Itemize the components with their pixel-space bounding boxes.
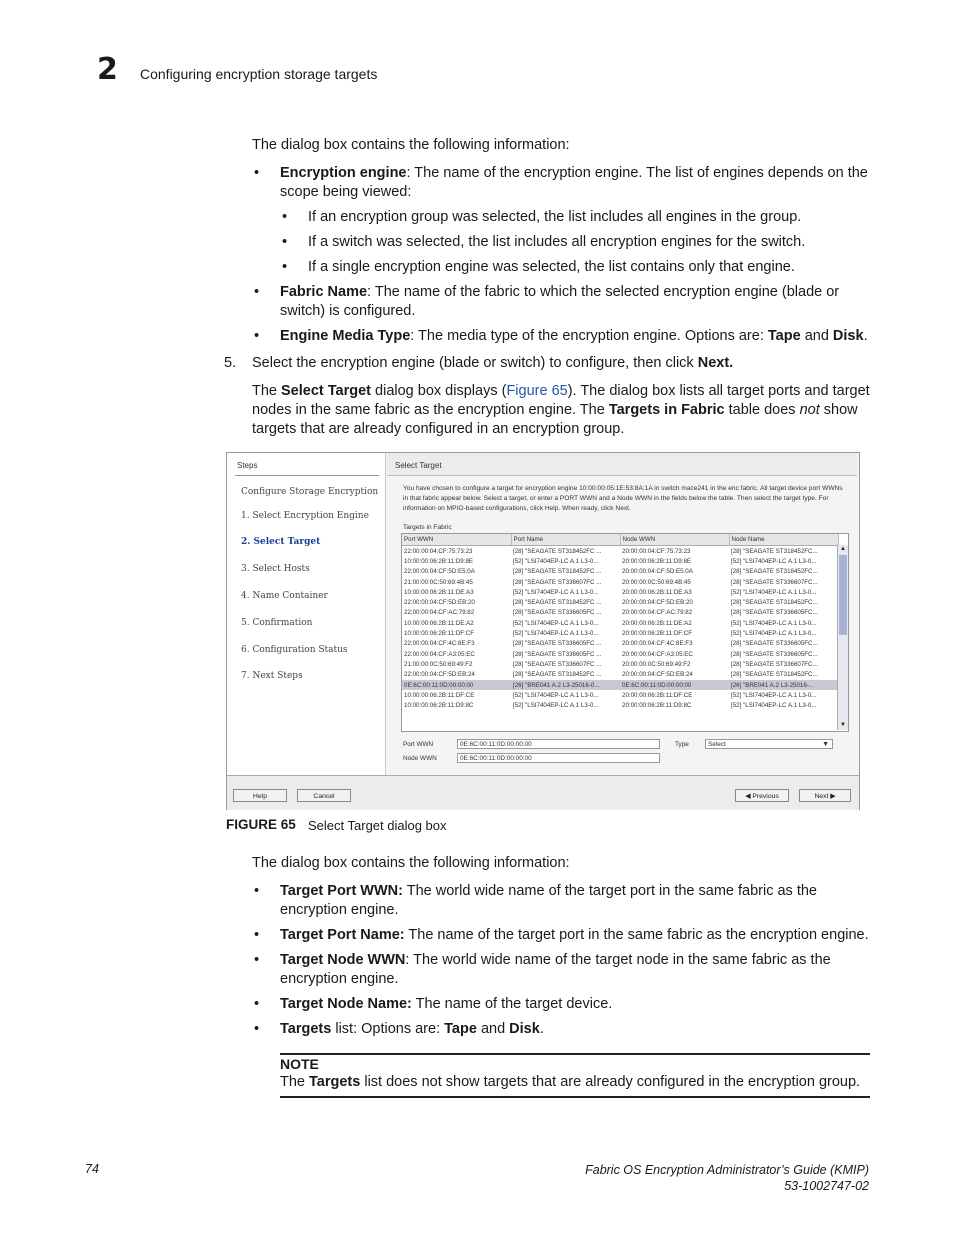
table-cell: 10:00:00:06:2B:11:DE:A2	[404, 619, 474, 627]
sub-bullet-group	[282, 208, 878, 227]
desc: The name of the target device.	[411, 996, 613, 1012]
table-cell: 21:00:00:0C:50:69:4B:45	[404, 578, 473, 586]
table-cell: [28] "SEAGATE ST318452FC ...	[513, 547, 602, 555]
emphasis: not	[799, 402, 820, 418]
table-cell: [52] "LSI7404EP-LC A.1 L3-0...	[513, 630, 599, 638]
table-cell: 22:00:00:04:CF:5D:E5:0A	[404, 568, 475, 576]
divider	[235, 475, 379, 476]
bullet-dot: •	[282, 209, 288, 225]
text: The	[252, 383, 282, 399]
table-cell: [52] "LSI7404EP-LC A.1 L3-0...	[513, 619, 599, 627]
table-cell: 20:00:00:04:CF:5D:EB:24	[622, 671, 693, 679]
table-cell: [26] "BRE041 A.2 L3-25016-...	[729, 680, 838, 690]
bullet-dot: •	[254, 284, 260, 300]
text: table does	[724, 402, 800, 418]
term: Target Node Name:	[280, 996, 412, 1012]
table-label: Targets in Fabric	[403, 524, 452, 531]
table-cell: 20:00:00:06:2B:11:DF:CF	[622, 630, 693, 638]
help-button[interactable]: Help	[233, 789, 287, 802]
next-button[interactable]	[799, 789, 851, 802]
table-row[interactable]	[402, 597, 838, 607]
table-row[interactable]	[402, 556, 838, 566]
vertical-scrollbar[interactable]	[837, 545, 848, 730]
table-row[interactable]	[402, 690, 838, 700]
table-row[interactable]	[402, 587, 838, 597]
table-cell: [28] "SEAGATE ST336605FC ...	[513, 609, 602, 617]
step-number: 5.	[224, 355, 237, 371]
table-cell: [28] "SEAGATE ST336607FC ...	[513, 660, 602, 668]
step-item: 3. Select Hosts	[241, 564, 310, 574]
port-wwn-label: Port WWN	[403, 741, 434, 748]
previous-label: Previous	[752, 793, 779, 800]
table-cell: 20:00:00:06:2B:11:D9:8E	[622, 557, 692, 565]
option-disk: Disk	[832, 328, 864, 344]
note-title: NOTE	[280, 1056, 319, 1072]
table-cell: 10:00:00:06:2B:11:DE:A3	[404, 588, 474, 596]
period: .	[539, 1021, 544, 1037]
column-header[interactable]: Node WWN	[620, 534, 729, 546]
table-cell: 21:00:00:0C:50:69:49:F2	[404, 660, 473, 668]
desc: If a single encryption engine was selected, the list contains only that engine.	[308, 259, 795, 275]
desc: : The media type of the encryption engine. Options are:	[410, 328, 768, 344]
chapter-number: 2	[97, 52, 118, 87]
table-cell: [52] "LSI7404EP-LC A.1 L3-0...	[731, 630, 817, 638]
term: Target Port WWN:	[280, 883, 403, 899]
figure-link[interactable]: Figure 65	[506, 383, 568, 399]
footer-doc-info	[585, 1162, 869, 1194]
table-row[interactable]	[402, 639, 838, 649]
table-cell: 20:00:00:0C:50:69:49:F2	[622, 660, 691, 668]
table-cell: 20:00:00:04:CF:A3:05:EC	[622, 650, 693, 658]
table-cell: [52] "LSI7404EP-LC A.1 L3-0...	[731, 702, 817, 710]
table-row[interactable]	[402, 567, 838, 577]
table-row[interactable]	[402, 608, 838, 618]
doc-number: 53-1002747-02	[784, 1179, 869, 1193]
step-item: Configure Storage Encryption	[241, 487, 379, 497]
table-cell: 20:00:00:06:2B:11:DE:A3	[622, 588, 692, 596]
arrow-right-icon: ▶	[828, 793, 836, 800]
bullet-dot: •	[254, 328, 260, 344]
term: Fabric Name	[280, 284, 368, 300]
chevron-down-icon: ▼	[822, 741, 829, 748]
table-cell: 20:00:00:06:2B:11:DE:A2	[622, 619, 692, 627]
note-bottom-rule	[280, 1096, 870, 1098]
text: ). The dialog box lists all target ports and target nodes in the same fabric as the encryption engine. The	[252, 383, 870, 418]
table-cell: 20:00:00:04:CF:AC:79:82	[622, 609, 693, 617]
table-cell: [52] "LSI7404EP-LC A.1 L3-0...	[731, 557, 817, 565]
step-item-current: 2. Select Target	[241, 537, 321, 547]
period: .	[863, 328, 868, 344]
desc: : The name of the encryption engine. The list of engines depends on the scope being viewed:	[280, 165, 868, 200]
step-item: 4. Name Container	[241, 591, 328, 601]
table-header	[402, 534, 838, 546]
desc: If a switch was selected, the list includes all encryption engines for the switch.	[308, 234, 806, 250]
note-text	[280, 1073, 880, 1092]
type-value: Select	[708, 741, 726, 748]
sub-bullet-single	[282, 258, 878, 277]
table-row[interactable]	[402, 649, 838, 659]
cancel-button[interactable]: Cancel	[297, 789, 351, 802]
section2-intro: The dialog box contains the following information:	[252, 855, 570, 871]
scroll-up-icon[interactable]: ▲	[840, 546, 846, 552]
table-row[interactable]	[402, 577, 838, 587]
table-cell: 22:00:00:04:CF:4C:8E:F3	[404, 640, 475, 648]
table-cell: [28] "SEAGATE ST318452FC...	[731, 568, 818, 576]
table-cell: [28] "SEAGATE ST318452FC ...	[513, 568, 602, 576]
table-cell: 20:00:00:06:2B:11:DF:CE	[622, 691, 693, 699]
table-row[interactable]	[402, 618, 838, 628]
table-cell: 20:00:00:04:CF:4C:8E:F3	[622, 640, 693, 648]
arrow-left-icon: ◀	[745, 793, 753, 800]
main-panel	[387, 453, 857, 775]
steps-header: Steps	[237, 461, 258, 470]
step-item: 6. Configuration Status	[241, 645, 348, 655]
section1-intro: The dialog box contains the following information:	[252, 137, 570, 153]
kw-targets: Targets	[309, 1074, 361, 1090]
panel-header-band	[387, 453, 857, 476]
table-cell: 0E:6C:00:11:0D:00:00:00	[620, 680, 729, 690]
bullet-dot: •	[254, 165, 260, 181]
scroll-down-icon[interactable]: ▼	[840, 722, 846, 728]
step-item: 7. Next Steps	[241, 671, 303, 681]
table-cell: 20:00:00:04:CF:5D:EB:20	[622, 599, 693, 607]
bullet-fabric-name	[254, 283, 860, 321]
bullet-dot: •	[282, 259, 288, 275]
table-cell: [28] "SEAGATE ST318452FC...	[731, 547, 818, 555]
bullet-dot: •	[282, 234, 288, 250]
term: Targets	[280, 1021, 332, 1037]
desc: : The name of the fabric to which the selected encryption engine (blade or switch) is configured.	[280, 284, 840, 319]
steps-panel	[227, 453, 386, 775]
table-row[interactable]	[402, 546, 838, 557]
table-cell: [28] "SEAGATE ST318452FC ...	[513, 599, 602, 607]
table-row[interactable]	[402, 659, 838, 669]
table-cell: 22:00:00:04:CF:A3:05:EC	[404, 650, 475, 658]
column-header[interactable]: Node Name	[729, 534, 838, 546]
table-cell: 0E:6C:00:11:0D:00:00:00	[402, 680, 511, 690]
desc: The world wide name of the target port in the same fabric as the encryption engine.	[280, 883, 817, 918]
table-cell: [52] "LSI7404EP-LC A.1 L3-0...	[513, 702, 599, 710]
panel-title: Select Target	[395, 461, 442, 470]
table-cell: [28] "SEAGATE ST336605FC ...	[513, 640, 602, 648]
table-cell: [28] "SEAGATE ST336607FC ...	[513, 578, 602, 586]
table-cell: 20:00:00:06:2B:11:D9:8C	[622, 702, 692, 710]
node-wwn-label: Node WWN	[403, 755, 437, 762]
bullet-dot: •	[254, 952, 260, 968]
table-row[interactable]	[402, 670, 838, 680]
column-header[interactable]: Port Name	[511, 534, 620, 546]
bullet-encryption-engine	[254, 164, 880, 202]
step5-paragraph	[252, 382, 872, 439]
desc: If an encryption group was selected, the list includes all engines in the group.	[308, 209, 802, 225]
desc: : The world wide name of the target node in the same fabric as the encryption engine.	[280, 952, 831, 987]
option-tape: Tape	[444, 1021, 477, 1037]
bullet-target-node-wwn	[254, 951, 860, 989]
page-number: 74	[85, 1162, 99, 1176]
node-wwn-input[interactable]: 0E:6C:00:11:0D:00:00:00	[457, 753, 660, 763]
table-row[interactable]	[402, 628, 838, 638]
term: Target Port Name:	[280, 927, 405, 943]
figure-caption: Select Target dialog box	[308, 818, 447, 833]
bullet-engine-media-type	[254, 327, 880, 346]
text: dialog box displays (	[371, 383, 507, 399]
option-tape: Tape	[767, 328, 801, 344]
scroll-thumb[interactable]	[839, 555, 847, 635]
next-keyword: Next.	[697, 355, 734, 371]
table-cell: [28] "SEAGATE ST318452FC...	[731, 599, 818, 607]
step-item: 5. Confirmation	[241, 618, 313, 628]
table-cell: [52] "LSI7404EP-LC A.1 L3-0...	[513, 557, 599, 565]
bullet-dot: •	[254, 883, 260, 899]
table-cell: [52] "LSI7404EP-LC A.1 L3-0...	[513, 588, 599, 596]
table-cell: 20:00:00:04:CF:75:73:23	[622, 547, 691, 555]
table-cell: 10:00:00:06:2B:11:DF:CF	[404, 630, 475, 638]
text: The	[280, 1074, 310, 1090]
bullet-target-port-wwn	[254, 882, 860, 920]
bullet-target-port-name	[254, 926, 880, 945]
table-cell: 10:00:00:06:2B:11:D9:8E	[404, 557, 474, 565]
table-cell: [28] "SEAGATE ST336607FC...	[731, 660, 818, 668]
table-cell: 10:00:00:06:2B:11:DF:CE	[404, 691, 475, 699]
and: and	[800, 328, 833, 344]
term: Encryption engine	[280, 165, 407, 181]
step5-desc: Select the encryption engine (blade or switch) to configure, then click	[252, 355, 698, 371]
running-title: Configuring encryption storage targets	[140, 66, 378, 82]
table-cell: [28] "SEAGATE ST336605FC ...	[513, 650, 602, 658]
select-target-dialog	[226, 452, 860, 810]
table-cell: 20:00:00:0C:50:69:4B:45	[622, 578, 691, 586]
table-row[interactable]	[402, 680, 838, 690]
table-cell: [28] "SEAGATE ST318452FC ...	[513, 671, 602, 679]
desc: The name of the target port in the same fabric as the encryption engine.	[404, 927, 869, 943]
step-item: 1. Select Encryption Engine	[241, 511, 369, 521]
table-cell: 20:00:00:04:CF:5D:E5:0A	[622, 568, 693, 576]
targets-table[interactable]	[401, 533, 849, 732]
sub-bullet-switch	[282, 233, 878, 252]
type-select[interactable]	[705, 739, 833, 749]
table-cell: [52] "LSI7404EP-LC A.1 L3-0...	[731, 588, 817, 596]
column-header[interactable]: Port WWN	[402, 534, 511, 546]
doc-title: Fabric OS Encryption Administrator’s Guide (KMIP)	[585, 1163, 869, 1177]
table-cell: [52] "LSI7404EP-LC A.1 L3-0...	[513, 691, 599, 699]
table-cell: [26] "BRE041 A.2 L3-25016-0...	[511, 680, 620, 690]
option-disk: Disk	[509, 1021, 540, 1037]
button-bar	[227, 775, 859, 810]
table-cell: 22:00:00:04:CF:5D:EB:20	[404, 599, 475, 607]
bullet-dot: •	[254, 1021, 260, 1037]
kw-select-target: Select Target	[281, 383, 372, 399]
figure-label: FIGURE 65	[226, 817, 296, 832]
table-cell: [28] "SEAGATE ST336605FC...	[731, 640, 818, 648]
instructions: You have chosen to configure a target for encryption engine 10:00:00:05:1E:53:8A:1A in switch mace241 in the enc fabric. All target device port WWNs in that fabric appear below. Select a target, or enter a PORT WWN and a Node WWN in the fields below the table. Then select the target type. For information on MPIO-based configurations, click Help. When ready, click Next.	[403, 485, 843, 512]
previous-button[interactable]	[735, 789, 789, 802]
and: and	[476, 1021, 510, 1037]
desc: list: Options are:	[331, 1021, 445, 1037]
type-label: Type	[675, 741, 689, 748]
text: show targets that are already configured in an encryption group.	[252, 402, 858, 437]
step5-text	[252, 354, 872, 373]
table-cell: [28] "SEAGATE ST318452FC...	[731, 671, 818, 679]
note-top-rule	[280, 1053, 870, 1055]
table-cell: [28] "SEAGATE ST336605FC...	[731, 650, 818, 658]
table-cell: 22:00:00:04:CF:AC:79:82	[404, 609, 475, 617]
bullet-targets-list	[254, 1020, 860, 1039]
table-cell: [28] "SEAGATE ST336607FC...	[731, 578, 818, 586]
next-label: Next	[814, 793, 829, 800]
text: list does not show targets that are already configured in the encryption group.	[360, 1074, 861, 1090]
term: Target Node WWN	[280, 952, 406, 968]
table-cell: [28] "SEAGATE ST336605FC...	[731, 609, 818, 617]
table-row[interactable]	[402, 700, 838, 710]
table-cell: 10:00:00:06:2B:11:D9:8C	[404, 702, 474, 710]
table-cell: 22:00:00:04:CF:5D:EB:24	[404, 671, 475, 679]
bullet-dot: •	[254, 996, 260, 1012]
bullet-dot: •	[254, 927, 260, 943]
table-cell: 22:00:00:04:CF:75:73:23	[404, 547, 473, 555]
table-cell: [52] "LSI7404EP-LC A.1 L3-0...	[731, 691, 817, 699]
table-cell: [52] "LSI7404EP-LC A.1 L3-0...	[731, 619, 817, 627]
term: Engine Media Type	[280, 328, 411, 344]
kw-targets-in-fabric: Targets in Fabric	[608, 402, 725, 418]
bullet-target-node-name	[254, 995, 860, 1014]
port-wwn-input[interactable]: 0E:6C:00:11:0D:00:00:00	[457, 739, 660, 749]
